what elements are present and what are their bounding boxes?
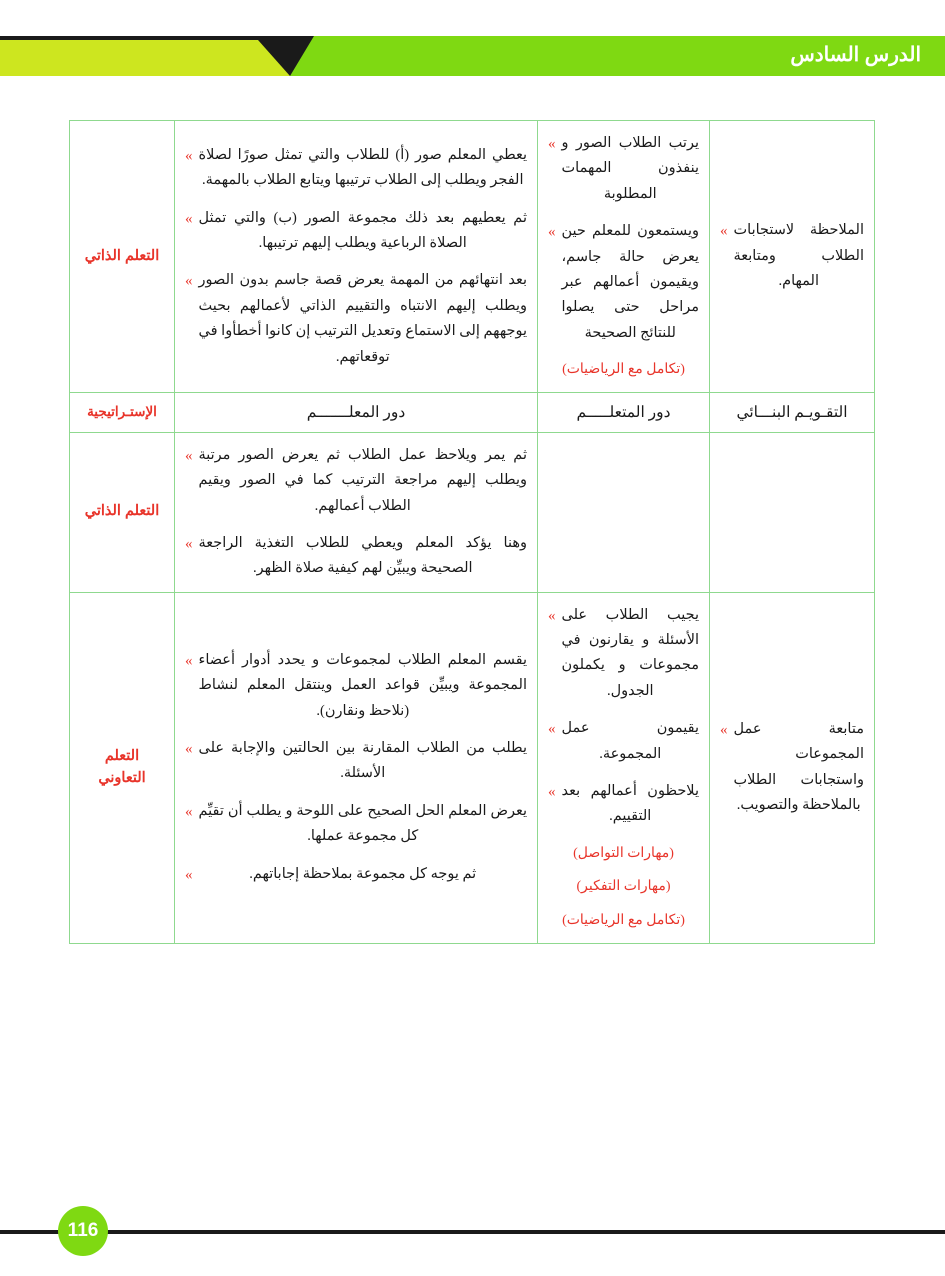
teacher-role-cell (175, 432, 538, 592)
integration-tag: (تكامل مع الرياضيات) (562, 913, 685, 929)
list-item (548, 219, 699, 346)
bullet-icon: » (185, 447, 193, 464)
list-item (185, 736, 527, 787)
bullet-icon: » (720, 722, 728, 739)
footer-rule (0, 1230, 945, 1234)
list-item-text: ثم يعطيهم بعد ذلك مجموعة الصور (ب) والتي تمثل الصلاة الرباعية ويطلب إليهم ترتيبها. (198, 209, 527, 252)
bullet-icon: » (548, 783, 556, 800)
column-header-assessment: التقـويـم البنـــائي (710, 392, 875, 432)
bullet-icon: » (185, 535, 193, 552)
bullet-icon: » (548, 721, 556, 738)
list-item-text: متابعة عمل المجموعات واستجابات الطلاب بالملاحظة والتصويب. (733, 721, 864, 814)
list-item (185, 799, 527, 850)
strategy-cell: التعلم الذاتي (70, 121, 175, 393)
list-item (185, 143, 527, 194)
assessment-cell-empty (710, 432, 875, 592)
lesson-plan-table (69, 120, 875, 944)
skill-tag-communication: (مهارات التواصل) (573, 845, 674, 861)
strategy-cell: التعلم الذاتي (70, 432, 175, 592)
bullet-icon: » (720, 223, 728, 240)
assessment-cell (710, 121, 875, 393)
header-yellow-bar (0, 40, 290, 76)
list-item (185, 648, 527, 724)
bullet-icon: » (185, 741, 193, 758)
list-item-text: وهنا يؤكد المعلم ويعطي للطلاب التغذية الراجعة الصحيحة ويبيِّن لهم كيفية صلاة الظهر. (198, 534, 527, 577)
bullet-icon: » (548, 224, 556, 241)
teacher-role-cell (175, 121, 538, 393)
list-item-text: يعطي المعلم صور (أ) للطلاب والتي تمثل صورًا لصلاة الفجر ويطلب إلى الطلاب ترتيبها ويتابع الطلاب بالمهمة. (198, 146, 527, 189)
list-item-text: ويستمعون للمعلم حين يعرض حالة جاسم، ويقيمون أعمالهم عبر مراحل حتى يصلوا للنتائج الصحيحة (561, 223, 699, 341)
list-item-text: يطلب من الطلاب المقارنة بين الحالتين والإجابة على الأسئلة. (198, 740, 527, 782)
page-header (0, 0, 945, 92)
bullet-icon: » (185, 147, 193, 164)
list-item-text: يقيمون عمل المجموعة. (561, 720, 699, 762)
list-item-text: يجيب الطلاب على الأسئلة و يقارنون في مجموعات و يكملون الجدول. (561, 606, 699, 699)
list-item (185, 862, 527, 888)
list-item (548, 131, 699, 207)
lesson-plan-table-wrapper (70, 120, 875, 944)
list-item-text: يقسم المعلم الطلاب لمجموعات و يحدد أدوار أعضاء المجموعة ويبيِّن قواعد العمل وينتقل المعلم لنشاط (نلاحظ ونقارن). (198, 651, 527, 719)
list-item-text: بعد انتهائهم من المهمة يعرض قصة جاسم بدون الصور ويطلب إليهم الانتباه والتقييم الذاتي لأعمالهم بحيث يوجههم إلى الاستماع وتعديل الترتيب إن كانوا أخطأوا في توقعاتهم. (198, 272, 527, 365)
list-item-text: يعرض المعلم الحل الصحيح على اللوحة و يطلب أن تقيِّم كل مجموعة عملها. (198, 802, 527, 845)
page-number-badge: 116 (58, 1206, 108, 1256)
column-header-strategy: الإستـراتيجية (70, 392, 175, 432)
list-item-text: يرتب الطلاب الصور و ينفذون المهمات المطلوبة (561, 135, 699, 202)
learner-role-cell-empty (538, 432, 710, 592)
table-row (70, 592, 875, 943)
assessment-cell (710, 592, 875, 943)
skill-tag-thinking: (مهارات التفكير) (576, 879, 671, 895)
list-item (548, 779, 699, 830)
table-row (70, 432, 875, 592)
learner-role-cell (538, 121, 710, 393)
bullet-icon: » (185, 273, 193, 290)
list-item (720, 717, 864, 819)
list-item-text: الملاحظة لاستجابات الطلاب ومتابعة المهام. (733, 222, 864, 290)
integration-tag: (تكامل مع الرياضيات) (562, 362, 685, 377)
column-header-learner: دور المتعلـــــم (538, 392, 710, 432)
bullet-icon: » (185, 866, 193, 883)
bullet-icon: » (185, 803, 193, 820)
bullet-icon: » (548, 136, 556, 152)
bullet-icon: » (548, 607, 556, 624)
table-header-row (70, 392, 875, 432)
teacher-role-cell (175, 592, 538, 943)
table-row (70, 121, 875, 393)
column-header-teacher: دور المعلـــــــم (175, 392, 538, 432)
lesson-title: الدرس السادس (790, 44, 921, 66)
list-item (548, 716, 699, 767)
list-item (720, 218, 864, 294)
list-item (185, 206, 527, 257)
list-item (185, 443, 527, 519)
list-item (185, 268, 527, 370)
list-item (548, 603, 699, 705)
list-item-text: يلاحظون أعمالهم بعد التقييم. (561, 782, 699, 825)
list-item (185, 531, 527, 582)
list-item-text: ثم يمر ويلاحظ عمل الطلاب ثم يعرض الصور مرتبة ويطلب إليهم مراجعة الترتيب كما في الصور ويقيم الطلاب أعمالهم. (198, 446, 527, 514)
bullet-icon: » (185, 210, 193, 227)
learner-role-cell (538, 592, 710, 943)
list-item-text: ثم يوجه كل مجموعة بملاحظة إجاباتهم. (249, 865, 477, 882)
bullet-icon: » (185, 652, 193, 669)
strategy-cell: التعلم التعاوني (70, 592, 175, 943)
